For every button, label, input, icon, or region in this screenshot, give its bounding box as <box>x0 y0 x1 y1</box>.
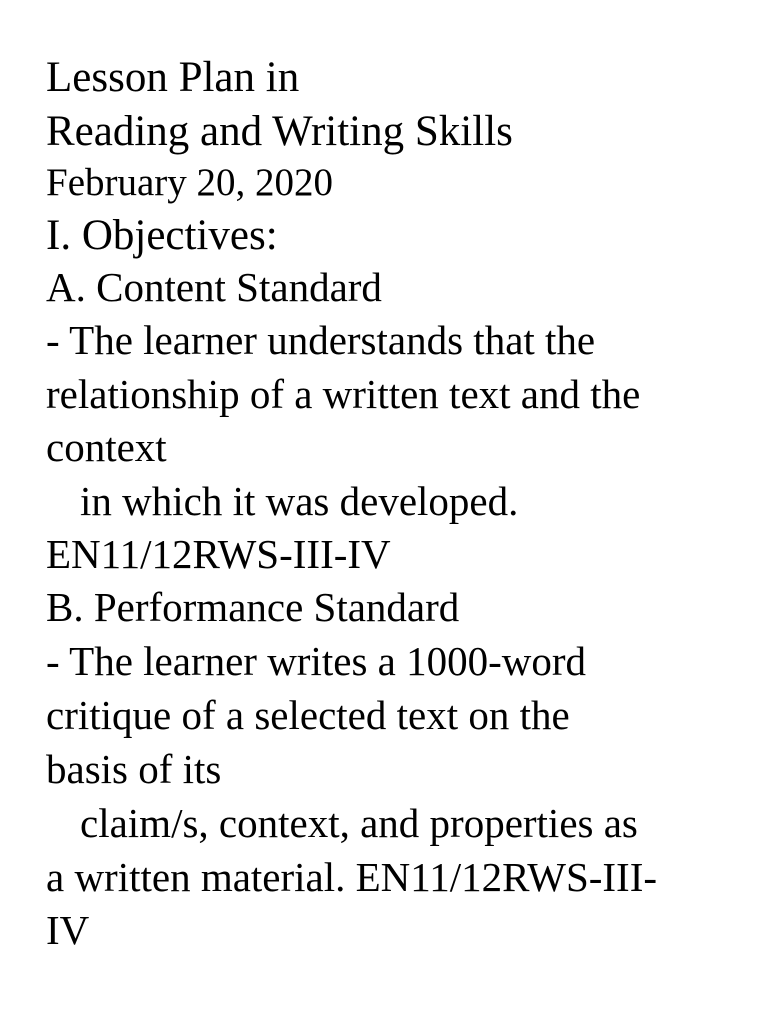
content-standard-code: EN11/12RWS-III-IV <box>46 531 391 577</box>
lesson-date: February 20, 2020 <box>46 161 334 204</box>
performance-standard-line-1: - The learner writes a 1000-word <box>46 638 587 684</box>
performance-standard-line-5: a written material. EN11/12RWS-III- <box>46 854 658 900</box>
content-standard-line-1: - The learner understands that the <box>46 317 596 363</box>
objectives-heading: I. Objectives: <box>46 212 278 259</box>
title-line-2: Reading and Writing Skills <box>46 108 513 155</box>
title-line-1: Lesson Plan in <box>46 54 300 101</box>
performance-standard-heading: B. Performance Standard <box>46 584 460 630</box>
content-standard-heading: A. Content Standard <box>46 264 382 310</box>
performance-standard-line-2: critique of a selected text on the <box>46 692 570 738</box>
content-standard-line-3: context <box>46 424 167 470</box>
performance-standard-line-6: IV <box>46 907 90 953</box>
performance-standard-line-3: basis of its <box>46 746 222 792</box>
performance-standard-line-4: claim/s, context, and properties as <box>80 800 638 846</box>
content-standard-line-4: in which it was developed. <box>80 478 519 524</box>
content-standard-line-2: relationship of a written text and the <box>46 371 641 417</box>
